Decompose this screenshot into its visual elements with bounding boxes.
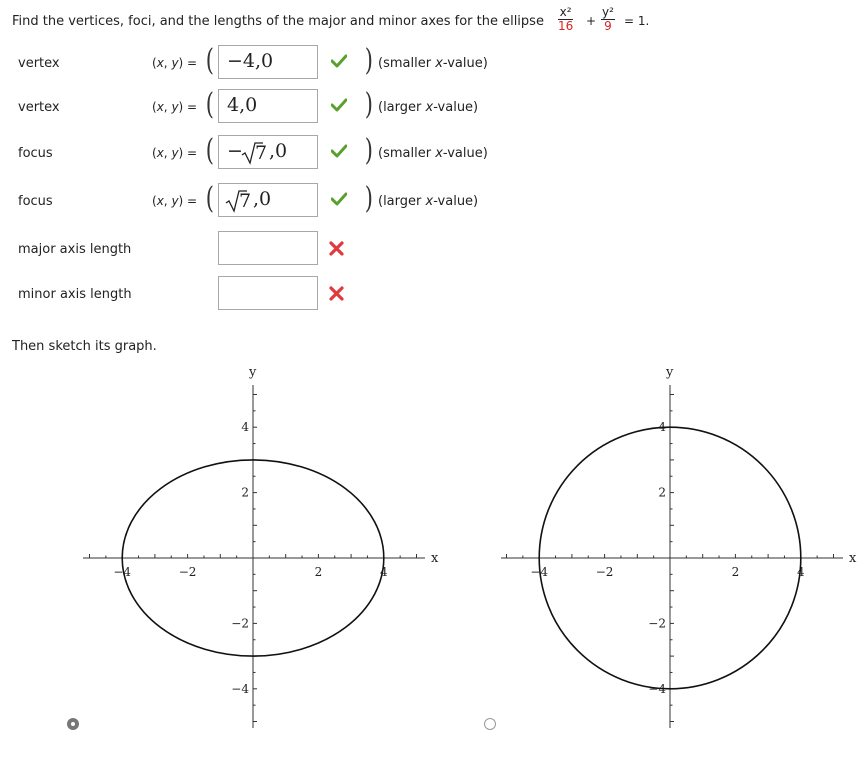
answer-row-vertex-left: [0, 45, 858, 81]
answer-value: 4,0: [227, 94, 258, 116]
x-tick-label: 2: [314, 565, 323, 579]
question-text: Find the vertices, foci, and the lengths of the major and minor axes for the ellipse: [12, 14, 544, 29]
answer-input[interactable]: [218, 45, 318, 79]
fraction-y: [601, 6, 615, 33]
check-icon: [331, 98, 347, 112]
row-label: focus: [18, 194, 53, 209]
answer-row-major-axis: [0, 231, 858, 267]
y-axis-label: y: [666, 365, 674, 380]
x-tick-label: 4: [379, 565, 388, 579]
answer-radicand: 7: [255, 142, 268, 164]
close-paren: ): [364, 43, 373, 78]
cross-icon: [329, 286, 344, 301]
xy-label: (x, y) =: [152, 194, 198, 208]
x-tick-label: −2: [595, 565, 614, 579]
graph-option-1[interactable]: [70, 360, 450, 740]
fraction-y-denominator: 9: [604, 19, 612, 33]
hint-text: (smaller x-value): [378, 56, 488, 71]
close-paren: ): [364, 133, 373, 168]
x-axis-label: x: [849, 551, 857, 566]
x-axis-label: x: [431, 551, 439, 566]
major-axis-input[interactable]: [218, 231, 318, 265]
sketch-prompt: Then sketch its graph.: [12, 339, 157, 354]
y-tick-label: 4: [658, 420, 666, 435]
x-tick-label: −2: [178, 565, 197, 579]
hint-text: (larger x-value): [378, 194, 479, 209]
answer-value-suffix: ,0: [269, 140, 288, 162]
graph-option-1-radio[interactable]: [67, 718, 79, 730]
fraction-x: [558, 6, 573, 33]
y-tick-label: −4: [648, 681, 666, 696]
x-tick-label: −4: [530, 565, 549, 579]
y-axis-label: y: [249, 365, 257, 380]
x-tick-label: 2: [731, 565, 740, 579]
row-label: focus: [18, 146, 53, 161]
answer-value: −4,0: [227, 50, 274, 72]
xy-label: (x, y) =: [152, 100, 198, 114]
fraction-x-numerator: x²: [559, 5, 572, 19]
graph-option-2[interactable]: [488, 360, 858, 740]
y-tick-label: −2: [648, 616, 666, 631]
cross-icon: [329, 241, 344, 256]
plus-sign: +: [586, 14, 597, 28]
answer-row-vertex-right: [0, 89, 858, 125]
answer-value-prefix: −: [227, 140, 243, 162]
xy-label: (x, y) =: [152, 56, 198, 70]
check-icon: [331, 144, 347, 158]
graph-option-2-radio[interactable]: [484, 718, 496, 730]
y-tick-label: 4: [241, 420, 249, 435]
close-paren: ): [364, 181, 373, 216]
open-paren: (: [205, 181, 214, 216]
close-paren: ): [364, 87, 373, 122]
y-tick-label: 2: [658, 485, 666, 500]
answer-row-focus-left: [0, 135, 858, 171]
answer-input[interactable]: [218, 135, 318, 169]
row-label: major axis length: [18, 242, 132, 257]
check-icon: [331, 54, 347, 68]
answer-input[interactable]: [218, 89, 318, 123]
answer-row-focus-right: [0, 183, 858, 219]
x-tick-label: 4: [796, 565, 805, 579]
minor-axis-input[interactable]: [218, 276, 318, 310]
equals-one: = 1.: [624, 14, 650, 28]
fraction-y-numerator: y²: [602, 5, 614, 19]
answer-row-minor-axis: [0, 276, 858, 312]
y-tick-label: 2: [241, 485, 249, 500]
open-paren: (: [205, 133, 214, 168]
x-tick-label: −4: [113, 565, 132, 579]
hint-text: (smaller x-value): [378, 146, 488, 161]
xy-label: (x, y) =: [152, 146, 198, 160]
answer-value-suffix: ,0: [253, 188, 272, 210]
open-paren: (: [205, 43, 214, 78]
fraction-x-denominator: 16: [558, 19, 574, 33]
answer-input[interactable]: [218, 183, 318, 217]
row-label: vertex: [18, 56, 60, 71]
open-paren: (: [205, 87, 214, 122]
check-icon: [331, 192, 347, 206]
hint-text: (larger x-value): [378, 100, 479, 115]
y-tick-label: −2: [231, 616, 249, 631]
y-tick-label: −4: [231, 681, 249, 696]
row-label: vertex: [18, 100, 60, 115]
row-label: minor axis length: [18, 287, 132, 302]
answer-radicand: 7: [239, 190, 252, 212]
